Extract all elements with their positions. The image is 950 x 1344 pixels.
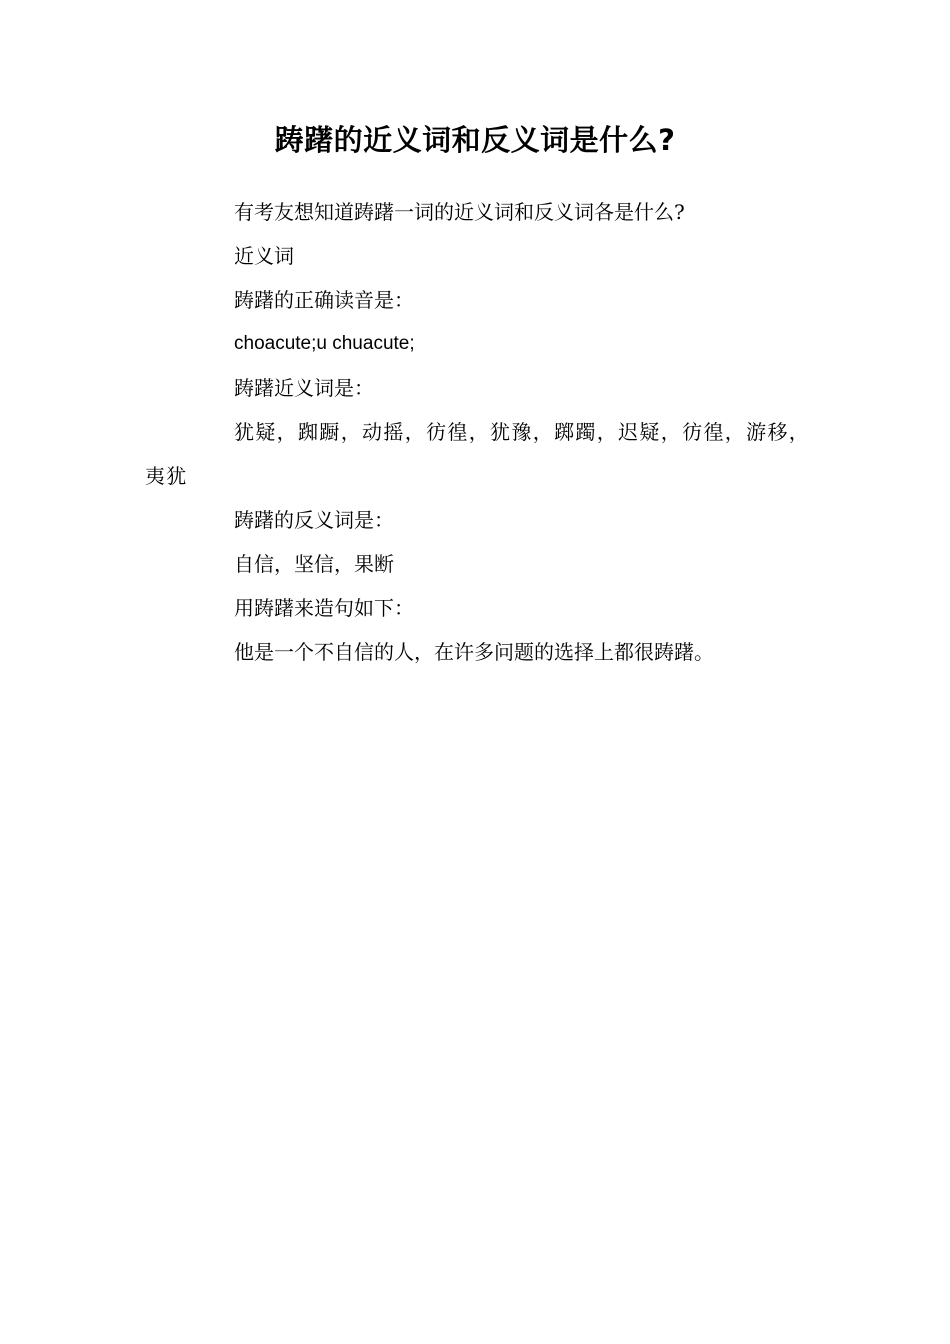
paragraph-pronunciation-label: 踌躇的正确读音是： [234,288,414,312]
paragraph-antonyms-label: 踌躇的反义词是： [234,508,394,532]
paragraph-intro: 有考友想知道踌躇一词的近义词和反义词各是什么? [234,200,685,224]
paragraph-antonyms-list: 自信，坚信，果断 [234,552,394,576]
document-title: 踌躇的近义词和反义词是什么? [274,123,676,157]
paragraph-synonyms-list: 犹疑，踟蹰，动摇，彷徨，犹豫，踯躅，迟疑，彷徨，游移，夷犹 [145,420,810,488]
paragraph-synonym-heading: 近义词 [234,244,294,268]
paragraph-synonyms-label: 踌躇近义词是： [234,376,374,400]
paragraph-example-sentence: 他是一个不自信的人，在许多问题的选择上都很踌躇。 [234,640,714,664]
paragraph-pronunciation: choacute;u chuacute; [234,333,415,354]
paragraph-example-label: 用踌躇来造句如下： [234,596,414,620]
document-body [145,190,810,674]
